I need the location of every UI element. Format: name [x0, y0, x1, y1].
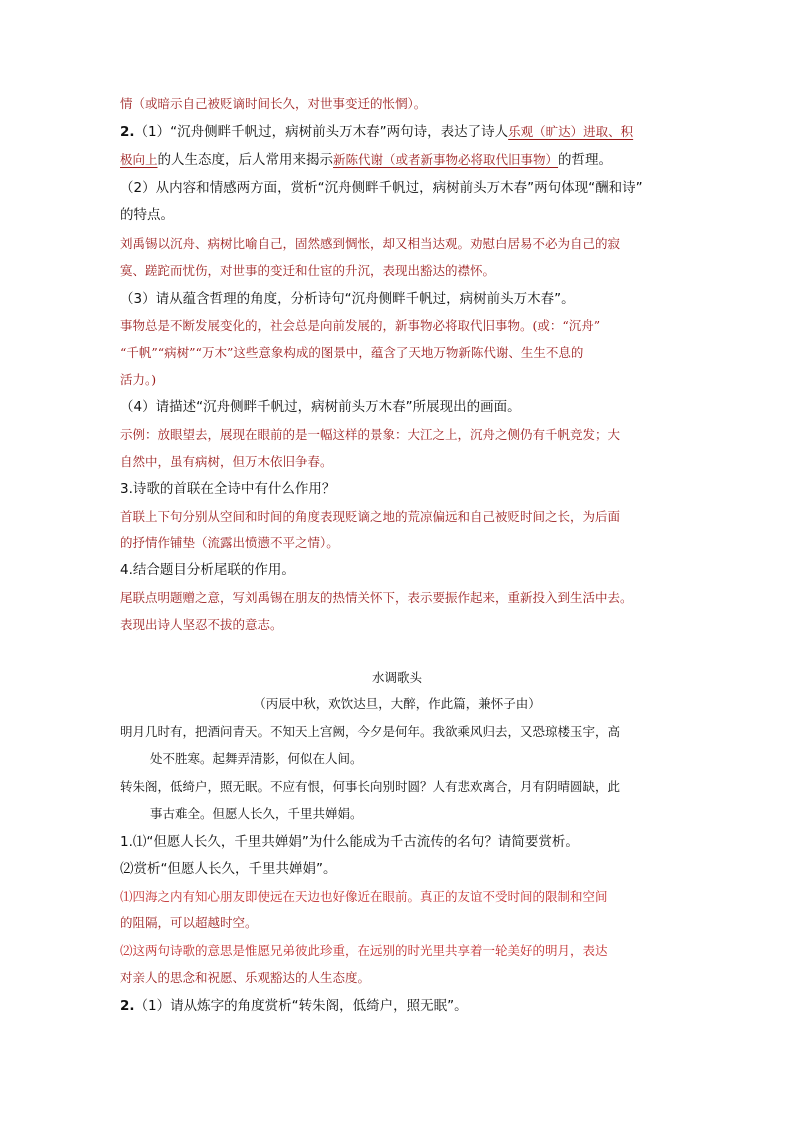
answer-4-cont: 表现出诗人坚忍不拔的意志。 — [120, 617, 283, 632]
answer-4: 尾联点明题赠之意，写刘禹锡在朋友的热情关怀下，表示要振作起来，重新投入到生活中去。 — [120, 590, 633, 605]
poem-title: 水调歌头 — [371, 670, 422, 685]
question-3: 3.诗歌的首联在全诗中有什么作用？ — [120, 481, 336, 497]
answer-2-3-cont: “千帆”“病树”“万木”这些意象构成的图景中，蕴含了天地万物新陈代谢、生生不息的 — [120, 345, 584, 360]
question-text: （1）“沉舟侧畔千帆过，病树前头万木春”两句诗，表达了诗人 — [134, 124, 509, 140]
answer-blank: 极向上 — [120, 152, 158, 167]
poem-stanza-2: 转朱阁，低绮户，照无眠。不应有恨，何事长向别时圆？人有悲欢离合，月有阴晴圆缺，此 — [120, 779, 621, 794]
question-text: 的哲理。 — [558, 152, 613, 168]
answer-1-2-cont: 对亲人的思念和祝愿、乐观豁达的人生态度。 — [120, 970, 371, 985]
answer-2-2-cont: 寞、蹉跎而忧伤，对世事的变迁和仕宦的升沉，表现出豁达的襟怀。 — [120, 263, 496, 278]
question-2-2: （2）从内容和情感两方面，赏析“沉舟侧畔千帆过，病树前头万木春”两句体现“酬和诗” — [120, 180, 643, 196]
answer-2-4: 示例：放眼望去，展现在眼前的是一幅这样的景象：大江之上，沉舟之侧仍有千帆竞发；大 — [120, 427, 621, 442]
question-2-3: （3）请从蕴含哲理的角度，分析诗句“沉舟侧畔千帆过，病树前头万木春”。 — [120, 291, 575, 307]
answer-2-2: 刘禹锡以沉舟、病树比喻自己，固然感到惆怅，却又相当达观。劝慰白居易不必为自己的寂 — [120, 236, 621, 251]
question-2-4: （4）请描述“沉舟侧畔千帆过，病树前头万木春”所展现出的画面。 — [120, 399, 521, 415]
answer-blank: 新陈代谢（或者新事物必将取代旧事物） — [333, 152, 559, 167]
answer-1-2: ⑵这两句诗歌的意思是惟愿兄弟彼此珍重，在远别的时光里共享着一轮美好的明月，表达 — [120, 943, 608, 958]
question-text: 的人生态度，后人常用来揭示 — [157, 152, 334, 168]
question-2-1 — [120, 122, 680, 142]
answer-2-3: 事物总是不断发展变化的，社会总是向前发展的，新事物必将取代旧事物。(或：“沉舟” — [120, 318, 601, 333]
question-2-2-cont: 的特点。 — [120, 207, 174, 223]
answer-blank: 乐观（旷达）进取、积 — [508, 124, 634, 139]
poem-stanza-2-cont: 事古难全。但愿人长久，千里共婵娟。 — [150, 806, 363, 821]
answer-line: 情（或暗示自己被贬谪时间长久，对世事变迁的怅惘）。 — [120, 96, 427, 111]
question-number: 2. — [120, 998, 135, 1014]
poem-stanza-1: 明月几时有，把酒问青天。不知天上宫阙，今夕是何年。我欲乘风归去，又恐琼楼玉宇，高 — [120, 724, 621, 739]
answer-3-cont: 的抒情作铺垫（流露出愤懑不平之情）。 — [120, 535, 339, 550]
question-number: 2. — [120, 124, 135, 140]
question-text: （1）请从炼字的角度赏析“转朱阁，低绮户，照无眠”。 — [134, 998, 468, 1014]
answer-2-4-cont: 自然中，虽有病树，但万木依旧争春。 — [120, 454, 333, 469]
poem-preface: （丙辰中秋，欢饮达旦，大醉，作此篇，兼怀子由） — [253, 696, 541, 711]
answer-3: 首联上下句分别从空间和时间的角度表现贬谪之地的荒凉偏远和自己被贬时间之长，为后面 — [120, 509, 621, 524]
question-4: 4.结合题目分析尾联的作用。 — [120, 562, 295, 578]
question-2-1-cont — [120, 150, 680, 170]
question-1-2: ⑵赏析“但愿人长久，千里共婵娟”。 — [120, 861, 337, 877]
question-1-1: 1.⑴“但愿人长久，千里共婵娟”为什么能成为千古流传的名句？请简要赏析。 — [120, 834, 579, 850]
question-2-bottom — [120, 996, 680, 1016]
poem-stanza-1-cont: 处不胜寒。起舞弄清影，何似在人间。 — [150, 751, 363, 766]
answer-2-3-end: 活力。) — [120, 372, 157, 387]
answer-1-1-cont: 的阻隔，可以超越时空。 — [120, 915, 258, 930]
answer-1-1: ⑴四海之内有知心朋友即使远在天边也好像近在眼前。真正的友谊不受时间的限制和空间 — [120, 889, 608, 904]
